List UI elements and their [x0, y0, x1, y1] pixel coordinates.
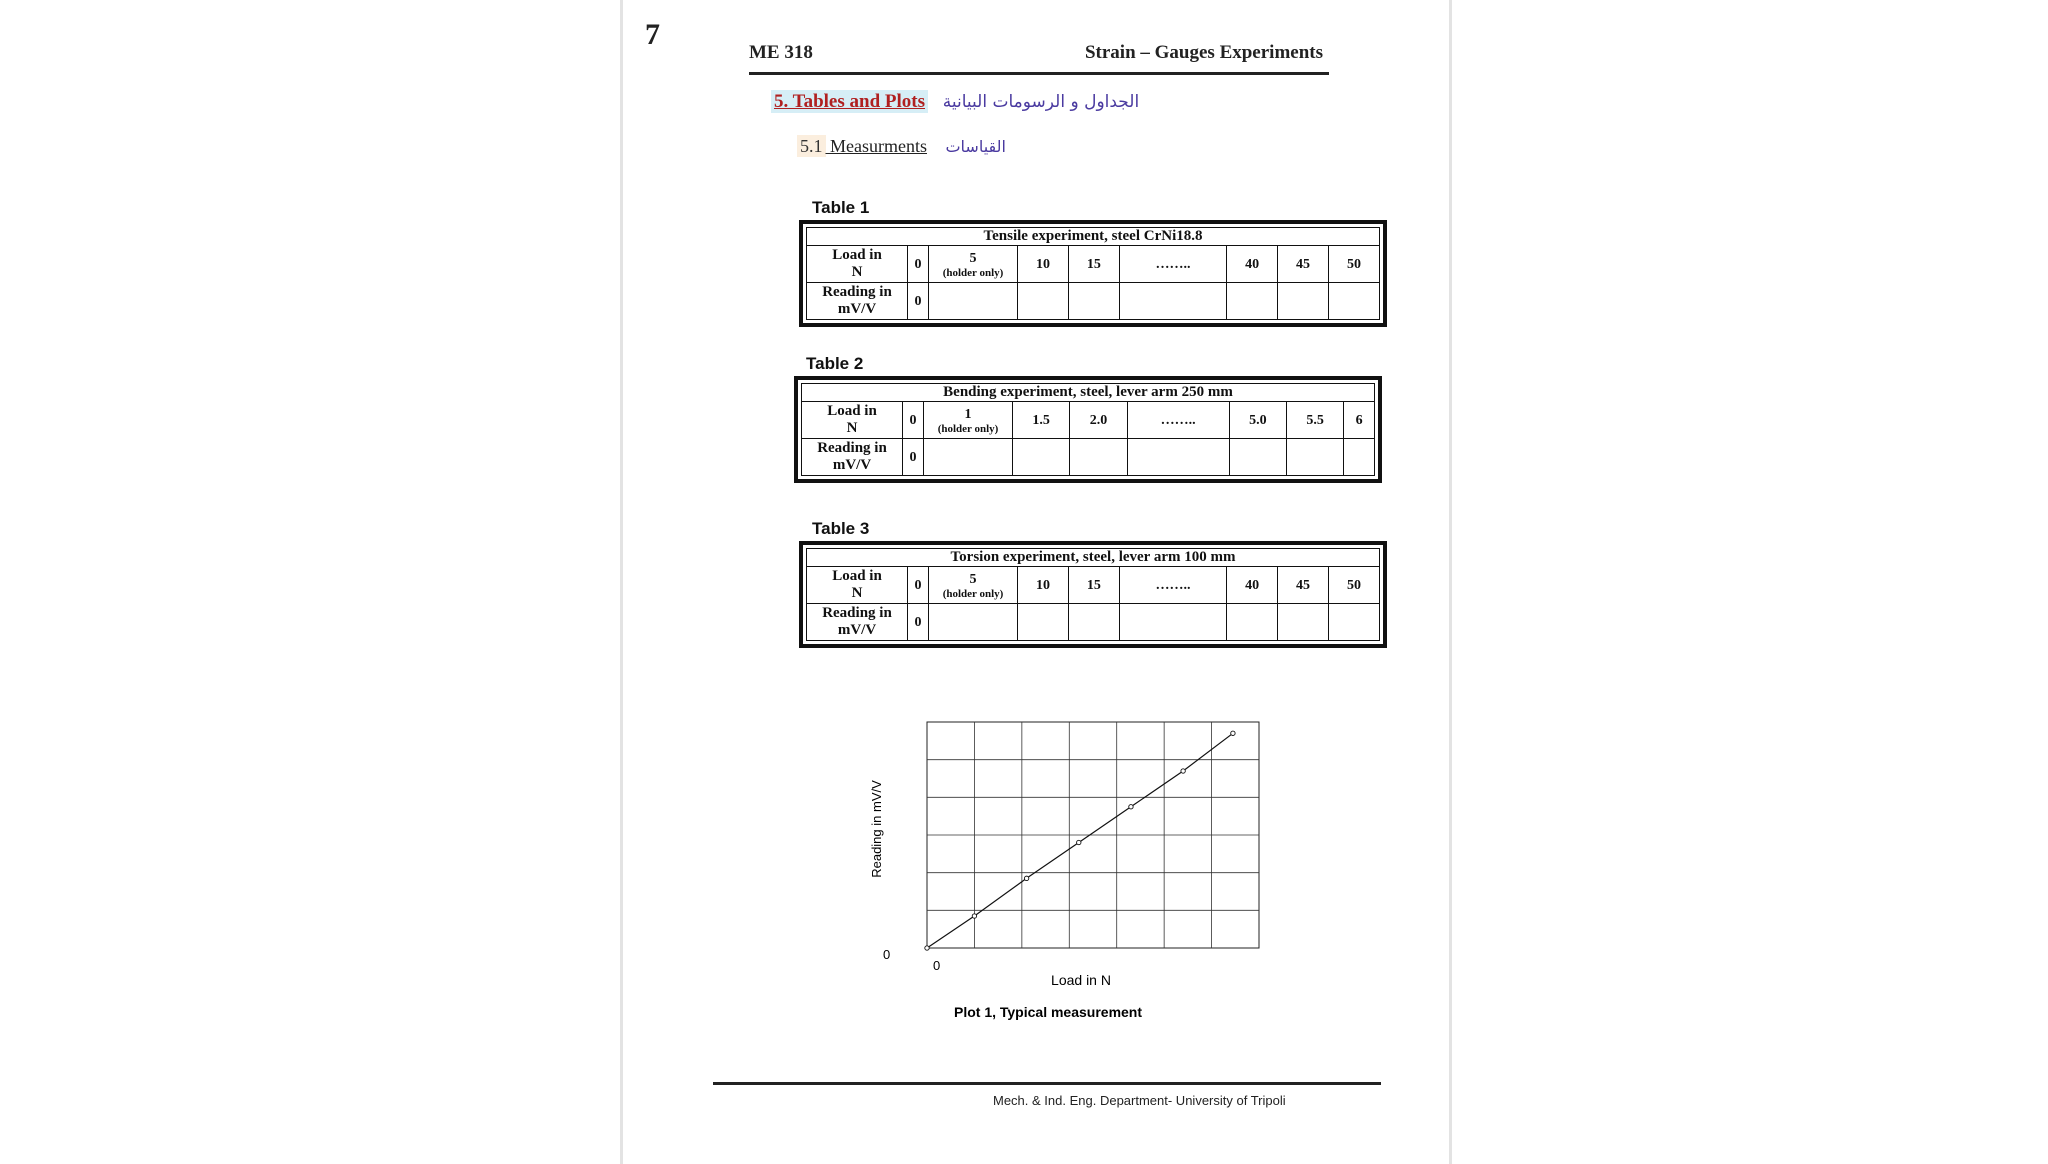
reading-cell: [1068, 604, 1119, 641]
table-1-label: Table 1: [812, 198, 870, 217]
load-cell: 5.0: [1229, 402, 1286, 439]
section-heading-en: 5. Tables and Plots: [771, 90, 928, 113]
table-caption: Torsion experiment, steel, lever arm 100 mm: [807, 549, 1380, 567]
data-point: [1181, 769, 1185, 773]
reading-cell: [1278, 604, 1329, 641]
load-cell: 6: [1344, 402, 1375, 439]
reading-cell: [1278, 283, 1329, 320]
data-point: [1024, 876, 1028, 880]
load-cell: 1.5: [1013, 402, 1070, 439]
load-cell: 45: [1278, 246, 1329, 283]
load-cell: 0: [908, 246, 929, 283]
load-cell: 40: [1227, 567, 1278, 604]
reading-cell: [1119, 604, 1226, 641]
load-cell: 45: [1278, 567, 1329, 604]
reading-cell: [1070, 439, 1127, 476]
holder-cell: 1 (holder only): [924, 402, 1013, 439]
reading-cell: [1018, 604, 1069, 641]
reading-header: Reading in mV/V: [807, 283, 908, 320]
load-cell: 40: [1227, 246, 1278, 283]
y-axis-label: Reading in mV/V: [869, 780, 884, 878]
reading-cell: [924, 439, 1013, 476]
page-number: 7: [645, 18, 660, 51]
reading-cell: [1227, 283, 1278, 320]
footer-rule: [713, 1082, 1381, 1085]
reading-cell: 0: [908, 604, 929, 641]
reading-cell: [1127, 439, 1229, 476]
section-heading-ar: الجداول و الرسومات البيانية: [942, 92, 1140, 112]
plot-svg: [833, 714, 1293, 1034]
load-cell: 10: [1018, 246, 1069, 283]
reading-cell: [1227, 604, 1278, 641]
load-cell: ……..: [1127, 402, 1229, 439]
section-heading: [771, 91, 1139, 113]
load-cell: 10: [1018, 567, 1069, 604]
footer-text: Mech. & Ind. Eng. Department- University of Tripoli: [993, 1093, 1286, 1108]
reading-cell: [1329, 283, 1380, 320]
reading-cell: [1068, 283, 1119, 320]
load-header: Load in N: [807, 246, 908, 283]
subsection-heading: [797, 136, 1006, 157]
reading-cell: [929, 283, 1018, 320]
reading-cell: [1018, 283, 1069, 320]
reading-cell: 0: [908, 283, 929, 320]
reading-header: Reading in mV/V: [802, 439, 903, 476]
load-row: [807, 246, 1380, 283]
reading-cell: [929, 604, 1018, 641]
table-3: [799, 541, 1387, 648]
y-origin-label: 0: [883, 947, 891, 962]
reading-cell: [1119, 283, 1226, 320]
table-3-label: Table 3: [812, 519, 870, 538]
data-point: [925, 946, 929, 950]
load-header: Load in N: [802, 402, 903, 439]
load-cell: 50: [1329, 246, 1380, 283]
table-1: [799, 220, 1387, 327]
table-caption: Tensile experiment, steel CrNi18.8: [807, 228, 1380, 246]
subsection-number: 5.1: [797, 135, 826, 157]
plot-caption: Plot 1, Typical measurement: [953, 1004, 1143, 1020]
document-page: [620, 0, 1452, 1164]
reading-cell: [1329, 604, 1380, 641]
load-header: Load in N: [807, 567, 908, 604]
reading-cell: [1287, 439, 1344, 476]
data-point: [1231, 731, 1235, 735]
data-point: [972, 914, 976, 918]
reading-header: Reading in mV/V: [807, 604, 908, 641]
load-cell: 15: [1068, 567, 1119, 604]
load-row: [802, 402, 1375, 439]
load-cell: 50: [1329, 567, 1380, 604]
reading-row: [807, 604, 1380, 641]
x-origin-label: 0: [933, 958, 941, 973]
table-2: [794, 376, 1382, 483]
plot-points: [925, 731, 1235, 950]
load-row: [807, 567, 1380, 604]
reading-cell: [1229, 439, 1286, 476]
subsection-heading-ar: القياسات: [945, 137, 1006, 156]
reading-row: [807, 283, 1380, 320]
page-header: [749, 42, 1329, 75]
holder-cell: 5 (holder only): [929, 246, 1018, 283]
course-code: ME 318: [749, 42, 813, 63]
reading-cell: 0: [903, 439, 924, 476]
subsection-heading-en: Measurments: [825, 136, 927, 156]
x-axis-label: Load in N: [1051, 972, 1111, 988]
load-cell: ……..: [1119, 567, 1226, 604]
holder-cell: 5 (holder only): [929, 567, 1018, 604]
load-cell: 2.0: [1070, 402, 1127, 439]
data-point: [1129, 805, 1133, 809]
load-cell: ……..: [1119, 246, 1226, 283]
load-cell: 0: [903, 402, 924, 439]
reading-cell: [1013, 439, 1070, 476]
data-point: [1077, 840, 1081, 844]
reading-row: [802, 439, 1375, 476]
table-caption: Bending experiment, steel, lever arm 250 mm: [802, 384, 1375, 402]
document-title: Strain – Gauges Experiments: [1084, 42, 1323, 63]
load-cell: 15: [1068, 246, 1119, 283]
reading-cell: [1344, 439, 1375, 476]
load-cell: 0: [908, 567, 929, 604]
plot-1: [833, 714, 1293, 1034]
table-2-label: Table 2: [806, 354, 864, 373]
load-cell: 5.5: [1287, 402, 1344, 439]
